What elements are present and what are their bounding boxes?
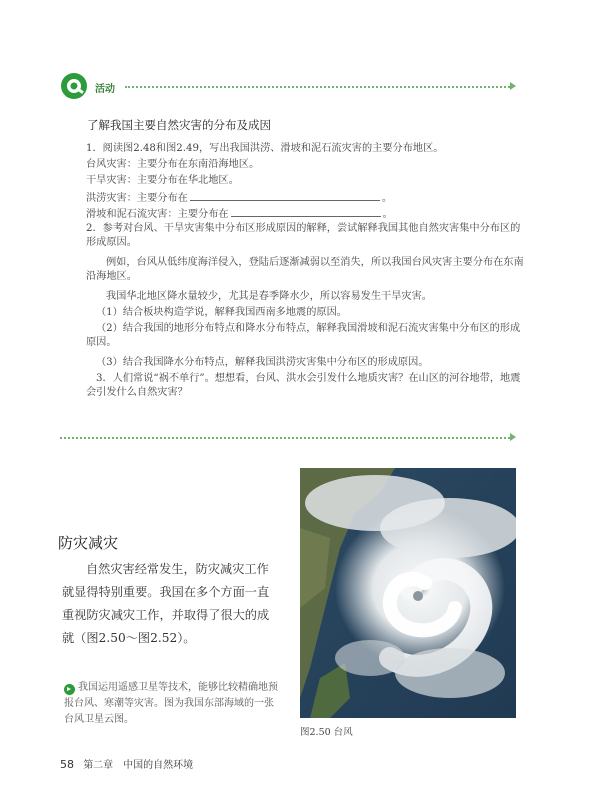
- divider-top: [125, 86, 510, 88]
- subq-1: （1）结合板块构造学说，解释我国西南多地震的原因。: [96, 307, 347, 318]
- subq-2: （2）结合我国的地形分布特点和降水分布特点，解释我国滑坡和泥石流灾害集中分布区的形成原因。: [86, 323, 521, 348]
- landslide-prompt: 滑坡和泥石流灾害：主要分布在: [86, 209, 229, 220]
- flood-prompt: 洪涝灾害：主要分布在: [86, 193, 188, 204]
- arrow-right-icon: [510, 433, 516, 441]
- section-body: 自然灾害经常发生，防灾减灾工作就显得特别重要。我国在多个方面一直重视防灾减灾工作，并取得了很大的成就（图2.50～图2.52）。: [62, 562, 270, 645]
- example-drought: 我国华北地区降水量较少，尤其是春季降水少，所以容易发生干旱灾害。: [106, 291, 432, 302]
- flood-blank[interactable]: [190, 190, 380, 201]
- flood-answer: 洪涝灾害：主要分布在 。: [86, 190, 526, 206]
- activity-title: 了解我国主要自然灾害的分布及成因: [87, 118, 271, 132]
- activity-q2: 2．参考对台风、干旱灾害集中分布区形成原因的解释，尝试解释我国其他自然灾害集中分布区的形成原因。: [86, 223, 521, 248]
- section-title: 防灾减灾: [58, 534, 119, 552]
- activity-q3: 3．人们常说“祸不单行”。想想看，台风、洪水会引发什么地质灾害？在山区的河谷地带，地震会引发什么自然灾害？: [86, 373, 521, 398]
- typhoon-satellite-image: [300, 468, 516, 718]
- drought-answer: 干旱灾害：主要分布在华北地区。: [86, 175, 239, 186]
- page-number: 58: [60, 758, 74, 771]
- divider-bottom: [60, 437, 510, 439]
- chapter-title: 第二章 中国的自然环境: [83, 760, 194, 771]
- page-footer: [60, 756, 193, 771]
- landslide-blank[interactable]: [231, 206, 381, 217]
- activity-icon: [60, 72, 88, 100]
- typhoon-answer: 台风灾害：主要分布在东南沿海地区。: [86, 159, 260, 170]
- activity-label: 活动: [95, 84, 115, 95]
- figure-caption: 图2.50 台风: [300, 727, 353, 738]
- subq-3: （3）结合我国降水分布特点，解释我国洪涝灾害集中分布区的形成原因。: [96, 357, 429, 368]
- figure-note: 我国运用遥感卫星等技术，能够比较精确地预报台风、寒潮等灾害。图为我国东部海域的一张台风卫星云图。: [64, 682, 278, 725]
- arrow-right-icon: [510, 82, 516, 90]
- example-typhoon: 例如，台风从低纬度海洋侵入，登陆后逐渐减弱以至消失，所以我国台风灾害主要分布在东南沿海地区。: [86, 257, 524, 282]
- landslide-answer: 滑坡和泥石流灾害：主要分布在 。: [86, 206, 526, 222]
- activity-q1: 1．阅读图2.48和图2.49，写出我国洪涝、滑坡和泥石流灾害的主要分布地区。: [86, 143, 444, 154]
